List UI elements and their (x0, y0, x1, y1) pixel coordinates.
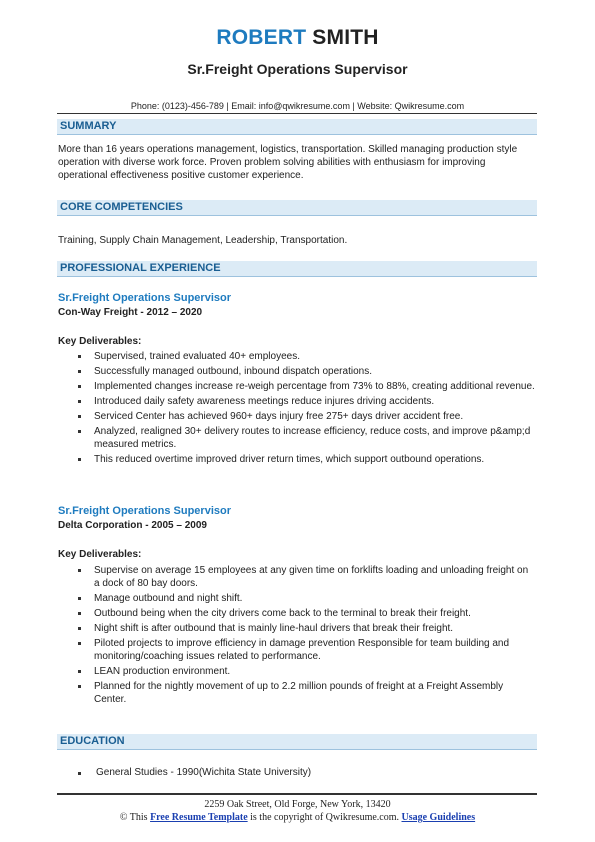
education-heading-bar (57, 734, 537, 750)
list-item: Implemented changes increase re-weigh percentage from 73% to 88%, creating additional revenue. (78, 380, 536, 393)
list-item: Analyzed, realigned 30+ delivery routes to increase efficiency, reduce costs, and improve p&amp;d measured metrics. (78, 425, 536, 451)
list-item: Serviced Center has achieved 960+ days injury free 275+ days driver accident free. (78, 410, 536, 423)
experience-heading: PROFESSIONAL EXPERIENCE (60, 262, 221, 274)
footer-divider (57, 793, 537, 795)
competencies-heading-bar (57, 200, 537, 216)
experience-heading-bar (57, 261, 537, 277)
copyright-middle: is the copyright of Qwikresume.com. (247, 812, 402, 823)
summary-text: More than 16 years operations management, logistics, transportation. Skilled managing production style operation with diverse work force. Proven problem solving abilities with enthusiasm for improving operational effectiveness positive customer experience. (58, 144, 518, 181)
free-resume-template-link[interactable]: Free Resume Template (150, 812, 248, 823)
list-item: Piloted projects to improve efficiency in damage prevention Responsible for team building and monitoring/coaching issues related to performance. (78, 637, 536, 663)
job-1-deliverables-label: Key Deliverables: (58, 336, 142, 347)
job-2-deliverables-label: Key Deliverables: (58, 549, 142, 560)
competencies-text: Training, Supply Chain Management, Leadership, Transportation. (58, 235, 348, 246)
list-item: Planned for the nightly movement of up to 2.2 million pounds of freight at a Freight Assembly Center. (78, 680, 536, 706)
summary-heading: SUMMARY (60, 120, 117, 132)
footer-address: 2259 Oak Street, Old Forge, New York, 13420 (204, 799, 391, 810)
summary-heading-bar (57, 119, 537, 135)
list-item: Successfully managed outbound, inbound dispatch operations. (78, 365, 536, 378)
job-2-bullets (78, 564, 536, 708)
list-item: Outbound being when the city drivers come back to the terminal to break their freight. (78, 607, 536, 620)
copyright-prefix: © This (119, 812, 151, 823)
job-1-title: Sr.Freight Operations Supervisor (58, 292, 231, 304)
footer-copyright (0, 812, 595, 823)
usage-guidelines-link[interactable]: Usage Guidelines (401, 812, 476, 823)
last-name: SMITH (312, 26, 379, 49)
competencies-heading: CORE COMPETENCIES (60, 201, 183, 213)
candidate-name (0, 26, 595, 50)
list-item: Supervised, trained evaluated 40+ employees. (78, 350, 536, 363)
education-item: General Studies - 1990(Wichita State University) (78, 767, 311, 778)
education-heading: EDUCATION (60, 735, 125, 747)
list-item: This reduced overtime improved driver return times, which support outbound operations. (78, 453, 536, 466)
list-item: Introduced daily safety awareness meetings reduce injures driving accidents. (78, 395, 536, 408)
job-1-bullets (78, 350, 536, 468)
list-item: Supervise on average 15 employees at any given time on forklifts loading and unloading freight on a dock of 80 bay doors. (78, 564, 536, 590)
list-item: Night shift is after outbound that is mainly line-haul drivers that break their freight. (78, 622, 536, 635)
job-1-company: Con-Way Freight - 2012 – 2020 (58, 307, 203, 318)
first-name: ROBERT (216, 26, 307, 49)
list-item: Manage outbound and night shift. (78, 592, 536, 605)
job-2-title: Sr.Freight Operations Supervisor (58, 505, 231, 517)
job-headline: Sr.Freight Operations Supervisor (187, 61, 408, 77)
header-divider (57, 113, 537, 114)
list-item: LEAN production environment. (78, 665, 536, 678)
job-2-company: Delta Corporation - 2005 – 2009 (58, 520, 207, 531)
contact-line: Phone: (0123)-456-789 | Email: info@qwikresume.com | Website: Qwikresume.com (130, 101, 465, 111)
